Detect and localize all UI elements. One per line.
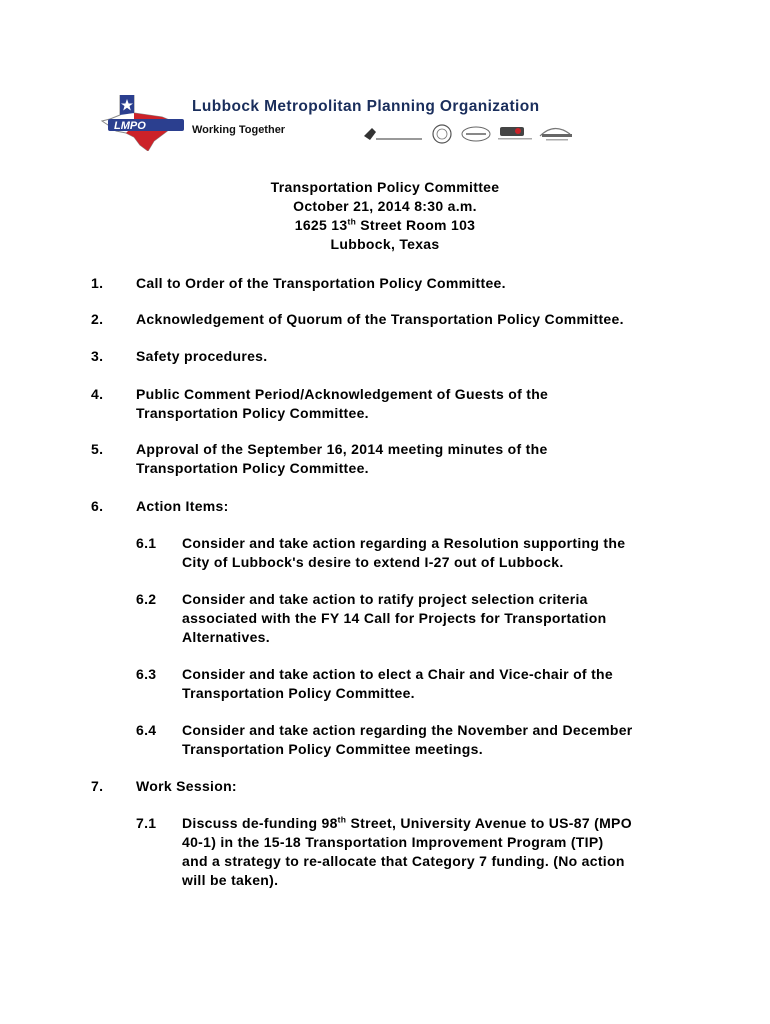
- item-number: 1.: [91, 275, 104, 291]
- citibus-logo: [498, 127, 532, 140]
- subitem-number: 6.2: [136, 591, 157, 607]
- seal-logo: [433, 125, 451, 143]
- item-number: 4.: [91, 386, 104, 402]
- meeting-date: October 21, 2014 8:30 a.m.: [293, 198, 477, 214]
- subitem-number: 6.3: [136, 666, 157, 682]
- meeting-address: 1625 13th Street Room 103: [294, 216, 476, 233]
- item-text: Approval of the September 16, 2014 meeting minutes of the Transportation Policy Committee.: [136, 441, 548, 476]
- subitem-number: 6.4: [136, 722, 157, 738]
- lmpo-logo-text: LMPO: [114, 120, 146, 132]
- meeting-city: Lubbock, Texas: [330, 236, 440, 252]
- item-number: 6.: [91, 498, 104, 514]
- meeting-title: Transportation Policy Committee: [270, 179, 500, 195]
- lmpo-logo: [100, 95, 184, 151]
- org-tagline: Working Together: [192, 124, 286, 136]
- lubbock-county-logo: [462, 127, 490, 141]
- subitem-text: Consider and take action regarding a Resolution supporting the City of Lubbock's desire to extend I-27 out of Lubbock.: [182, 535, 626, 570]
- item-text: Action Items:: [136, 498, 229, 514]
- subitem-text: Consider and take action to elect a Chair and Vice-chair of the Transportation Policy Committee.: [182, 666, 613, 701]
- item-text: Public Comment Period/Acknowledgement of Guests of the Transportation Policy Committee.: [136, 386, 549, 421]
- subitem-text: Consider and take action to ratify project selection criteria associated with the FY 14 Call for Projects for Transportation Alternatives.: [182, 591, 607, 645]
- subitem-number: 7.1: [136, 815, 157, 831]
- subitem-text: Consider and take action regarding the November and December Transportation Policy Committee meetings.: [182, 722, 633, 757]
- item-text: Safety procedures.: [136, 348, 268, 364]
- org-name: Lubbock Metropolitan Planning Organization: [192, 98, 540, 115]
- item-text: Acknowledgement of Quorum of the Transportation Policy Committee.: [136, 311, 624, 327]
- item-number: 7.: [91, 778, 104, 794]
- lubbock-logo: [540, 128, 572, 140]
- item-text: Call to Order of the Transportation Policy Committee.: [136, 275, 506, 291]
- partner-logos: [362, 122, 592, 148]
- subitem-text: Discuss de-funding 98th Street, University Avenue to US-87 (MPO 40-1) in the 15-18 Transportation Improvement Program (TIP) and a strategy to re-allocate that Category 7 funding. (No action will be taken).: [182, 814, 632, 888]
- item-number: 5.: [91, 441, 104, 457]
- item-number: 2.: [91, 311, 104, 327]
- item-number: 3.: [91, 348, 104, 364]
- meeting-header: [0, 178, 770, 254]
- item-text: Work Session:: [136, 778, 237, 794]
- texas-dot-logo: [364, 128, 422, 140]
- subitem-number: 6.1: [136, 535, 157, 551]
